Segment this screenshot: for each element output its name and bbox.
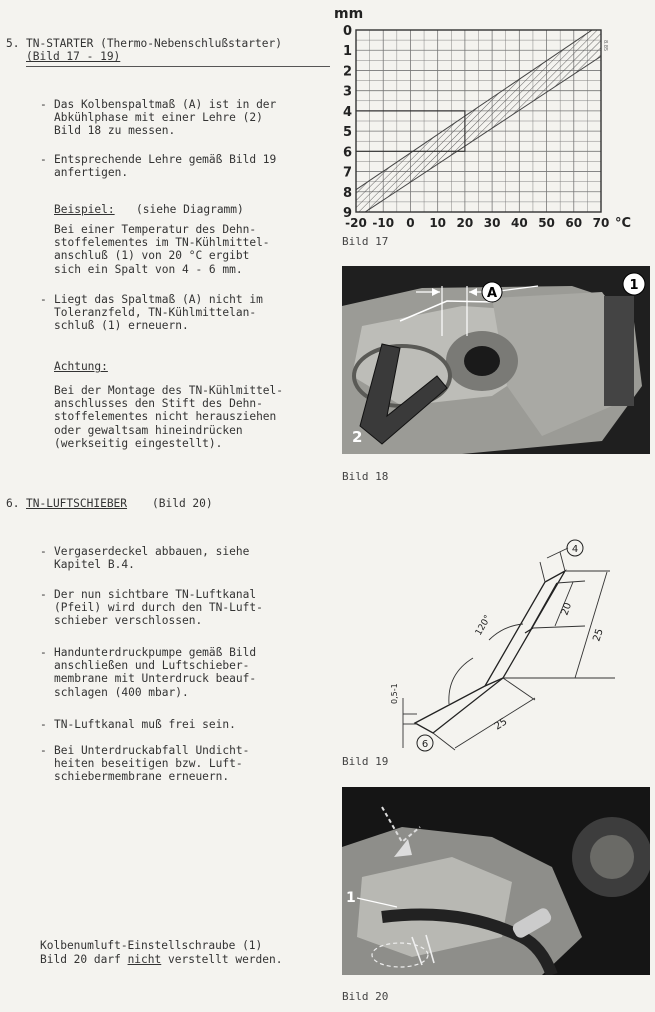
x-axis-unit: °C — [615, 216, 632, 231]
y-tick-label: 9 — [342, 206, 352, 221]
warning-text: Bei der Montage des TN-Kühlmittel- anschlusses den Stift des Dehn- stoffelementes nicht herausziehen oder gewaltsam hineindrücken (werkseitig eingestellt). — [54, 384, 284, 450]
dim-top: 4 — [571, 544, 579, 555]
x-tick-label: 10 — [429, 216, 447, 230]
dim-25-right: 25 — [591, 627, 606, 643]
corner-mark: 8.85 — [602, 40, 608, 52]
example-ref: (siehe Diagramm) — [136, 203, 244, 216]
list-item: - Bei Unterdruckabfall Undicht- heiten beseitigen bzw. Luft- schiebermembrane erneuern. — [40, 744, 250, 784]
y-tick-label: 4 — [342, 104, 352, 120]
bild-20-photo — [342, 787, 650, 975]
x-tick-label: 30 — [483, 216, 501, 230]
bild-20-caption: Bild 20 — [342, 990, 389, 1003]
label-1: 1 — [629, 278, 639, 293]
section-5-title-ref: (Bild 17 - 19) — [26, 50, 121, 63]
y-tick-label: 0 — [342, 24, 352, 39]
bild-20-illustration — [342, 787, 650, 975]
bild-19-drawing — [385, 518, 650, 758]
bild-17-chart — [330, 0, 650, 235]
section-5-number: 5. — [6, 37, 20, 50]
x-tick-label: 20 — [456, 216, 474, 230]
bild-17-caption: Bild 17 — [342, 235, 389, 248]
list-item: - Der nun sichtbare TN-Luftkanal (Pfeil) wird durch den TN-Luft- schieber verschlossen. — [40, 588, 263, 628]
list-item: - Handunterdruckpumpe gemäß Bild anschließen und Luftschieber- membrane mit Unterdruck beauf- schlagen (400 mbar). — [40, 646, 257, 699]
dim-angle: 120° — [473, 613, 494, 638]
footnote-line-1: Kolbenumluft-Einstellschraube (1) — [40, 939, 263, 952]
y-tick-label: 2 — [342, 64, 352, 80]
section-6-title: TN-LUFTSCHIEBER — [26, 497, 128, 510]
list-item: - Vergaserdeckel abbauen, siehe Kapitel B.4. — [40, 545, 250, 572]
label-1: 1 — [346, 890, 356, 906]
example-text: Bei einer Temperatur des Dehn- stoffelementes im TN-Kühlmittel- anschluß (1) von 20 °C ergibt sich ein Spalt von 4 - 6 mm. — [54, 223, 270, 276]
label-A: A — [486, 286, 498, 301]
x-tick-label: 40 — [510, 216, 528, 230]
x-tick-label: 50 — [538, 216, 555, 230]
bild-18-illustration — [342, 266, 650, 454]
warning-heading: Achtung: — [54, 360, 108, 373]
list-item: - Liegt das Spaltmaß (A) nicht im Toleranzfeld, TN-Kühlmittelan- schluß (1) erneuern. — [40, 293, 263, 333]
bild-18-caption: Bild 18 — [342, 470, 389, 483]
section-5-title: TN-STARTER (Thermo-Nebenschlußstarter) — [26, 37, 282, 50]
label-2: 2 — [352, 428, 363, 446]
list-item: - Das Kolbenspaltmaß (A) ist in der Abkühlphase mit einer Lehre (2) Bild 18 zu messen. — [40, 98, 277, 138]
y-tick-label: 5 — [342, 125, 352, 141]
y-tick-label: 8 — [342, 185, 352, 201]
dim-20: 20 — [559, 601, 575, 618]
dim-thickness: 0,5-1 — [390, 683, 399, 704]
list-item: - Entsprechende Lehre gemäß Bild 19 anfertigen. — [40, 153, 277, 180]
dim-6: 6 — [421, 739, 429, 750]
x-tick-label: 60 — [565, 216, 583, 230]
dim-25-bottom: 25 — [492, 716, 510, 733]
x-tick-labels — [345, 216, 609, 230]
y-tick-label: 6 — [342, 145, 352, 161]
bild-19-caption: Bild 19 — [342, 755, 389, 768]
y-axis-unit: mm — [334, 6, 364, 22]
section-6-title-ref: (Bild 20) — [152, 497, 213, 510]
x-tick-label: -20 — [345, 216, 367, 230]
section-5-rule — [26, 66, 330, 67]
x-tick-label: 70 — [592, 216, 610, 230]
bild-18-photo — [342, 266, 650, 454]
footnote-line-2: Bild 20 darf nicht verstellt werden. — [40, 953, 283, 966]
section-6-number: 6. — [6, 497, 20, 510]
y-tick-label: 3 — [342, 84, 352, 100]
x-tick-label: 0 — [406, 216, 415, 230]
y-tick-label: 7 — [342, 165, 352, 181]
y-tick-label: 1 — [342, 44, 352, 60]
y-tick-labels — [343, 24, 352, 221]
list-item: - TN-Luftkanal muß frei sein. — [40, 718, 236, 731]
x-tick-label: -10 — [372, 216, 395, 230]
example-heading: Beispiel: — [54, 203, 115, 216]
